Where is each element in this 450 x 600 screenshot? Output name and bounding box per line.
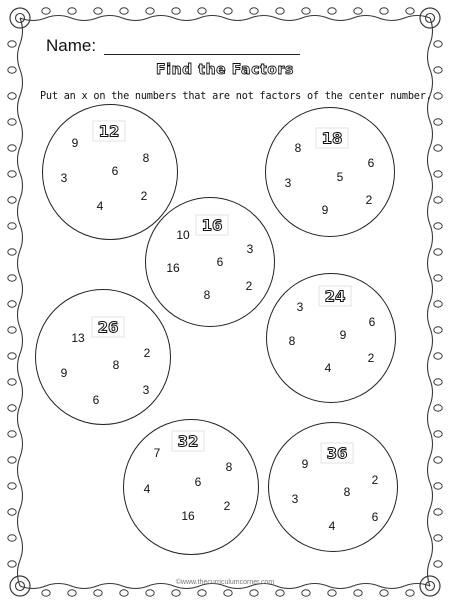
border-curl	[68, 8, 76, 14]
border-curl	[434, 535, 442, 541]
candidate-number[interactable]: 6	[368, 315, 376, 329]
border-curl	[42, 590, 50, 596]
border-curl	[434, 249, 442, 255]
candidate-number[interactable]: 13	[71, 331, 85, 345]
border-vine	[20, 16, 430, 21]
candidate-number[interactable]: 4	[96, 199, 104, 213]
candidate-number[interactable]: 9	[60, 366, 68, 380]
candidate-number[interactable]: 6	[216, 255, 224, 269]
border-curl	[8, 223, 16, 229]
border-curl	[434, 561, 442, 567]
copyright-footer: ©www.thecurriculumcorner.com	[175, 579, 275, 586]
border-curl	[406, 590, 414, 596]
border-curl	[198, 8, 206, 14]
candidate-number[interactable]: 8	[203, 288, 211, 302]
candidate-number[interactable]: 2	[371, 473, 379, 487]
candidate-number[interactable]: 9	[301, 457, 309, 471]
border-curl	[380, 590, 388, 596]
border-curl	[8, 327, 16, 333]
border-curl	[8, 145, 16, 151]
border-vine	[428, 18, 433, 586]
border-curl	[120, 590, 128, 596]
border-curl	[276, 590, 284, 596]
border-curl	[8, 197, 16, 203]
candidate-number[interactable]: 10	[176, 228, 190, 242]
candidate-number[interactable]: 6	[92, 393, 100, 407]
border-curl	[434, 119, 442, 125]
border-curl	[224, 590, 232, 596]
border-curl	[172, 8, 180, 14]
border-curl	[302, 590, 310, 596]
candidate-number[interactable]: 2	[245, 279, 253, 293]
border-curl	[94, 590, 102, 596]
candidate-number[interactable]: 3	[284, 176, 292, 190]
candidate-number[interactable]: 9	[339, 328, 347, 342]
candidate-number[interactable]: 7	[153, 446, 161, 460]
border-curl	[434, 405, 442, 411]
border-curl	[276, 8, 284, 14]
candidate-number[interactable]: 4	[143, 482, 151, 496]
candidate-number[interactable]: 3	[60, 171, 68, 185]
candidate-number[interactable]: 3	[246, 242, 254, 256]
center-number: 18	[316, 128, 349, 149]
border-curl	[434, 301, 442, 307]
candidate-number[interactable]: 3	[142, 383, 150, 397]
candidate-number[interactable]: 2	[365, 193, 373, 207]
border-curl	[434, 93, 442, 99]
candidate-number[interactable]: 6	[367, 156, 375, 170]
border-curl	[8, 301, 16, 307]
border-curl	[354, 8, 362, 14]
border-curl	[8, 171, 16, 177]
candidate-number[interactable]: 6	[371, 510, 379, 524]
candidate-number[interactable]: 4	[328, 519, 336, 533]
candidate-number[interactable]: 2	[223, 499, 231, 513]
candidate-number[interactable]: 6	[194, 475, 202, 489]
border-curl	[8, 379, 16, 385]
border-curl	[250, 590, 258, 596]
border-curl	[302, 8, 310, 14]
candidate-number[interactable]: 8	[294, 141, 302, 155]
center-number: 24	[319, 286, 352, 307]
border-curl	[406, 8, 414, 14]
candidate-number[interactable]: 4	[324, 361, 332, 375]
border-vine	[18, 18, 23, 586]
border-curl	[434, 223, 442, 229]
candidate-number[interactable]: 2	[140, 189, 148, 203]
border-curl	[434, 275, 442, 281]
factor-circle	[265, 107, 395, 237]
border-curl	[434, 379, 442, 385]
candidate-number[interactable]: 2	[143, 346, 151, 360]
center-number: 12	[93, 121, 126, 142]
border-curl	[8, 561, 16, 567]
border-curl	[8, 275, 16, 281]
border-curl	[146, 8, 154, 14]
border-curl	[8, 93, 16, 99]
border-curl	[94, 8, 102, 14]
border-curl	[434, 457, 442, 463]
border-curl	[8, 119, 16, 125]
center-number: 32	[172, 431, 205, 452]
border-curl	[328, 590, 336, 596]
center-number: 16	[196, 215, 229, 236]
candidate-number[interactable]: 8	[112, 358, 120, 372]
instructions: Put an x on the numbers that are not factors of the center number.	[40, 91, 432, 102]
border-curl	[198, 590, 206, 596]
border-curl	[8, 249, 16, 255]
border-curl	[434, 483, 442, 489]
candidate-number[interactable]: 3	[296, 300, 304, 314]
candidate-number[interactable]: 8	[343, 485, 351, 499]
border-curl	[434, 509, 442, 515]
candidate-number[interactable]: 2	[367, 351, 375, 365]
name-field[interactable]	[104, 54, 300, 55]
candidate-number[interactable]: 9	[71, 136, 79, 150]
center-number: 36	[321, 443, 354, 464]
border-curl	[224, 8, 232, 14]
candidate-number[interactable]: 3	[291, 492, 299, 506]
border-curl	[8, 509, 16, 515]
name-label: Name:	[46, 36, 97, 55]
border-curl	[8, 483, 16, 489]
candidate-number[interactable]: 8	[142, 151, 150, 165]
border-curl	[380, 8, 388, 14]
candidate-number[interactable]: 8	[225, 460, 233, 474]
candidate-number[interactable]: 16	[181, 509, 195, 523]
border-curl	[250, 8, 258, 14]
border-curl	[8, 431, 16, 437]
border-curl	[68, 590, 76, 596]
candidate-number[interactable]: 16	[166, 261, 180, 275]
border-curl	[434, 145, 442, 151]
border-curl	[434, 431, 442, 437]
border-curl	[172, 590, 180, 596]
border-curl	[42, 8, 50, 14]
border-curl	[354, 590, 362, 596]
candidate-number[interactable]: 6	[111, 164, 119, 178]
border-curl	[328, 8, 336, 14]
border-curl	[434, 353, 442, 359]
border-curl	[146, 590, 154, 596]
worksheet-title: Find the Factors	[156, 62, 294, 78]
border-curl	[8, 41, 16, 47]
center-number: 26	[92, 317, 125, 338]
border-curl	[434, 197, 442, 203]
border-curl	[8, 405, 16, 411]
border-curl	[434, 171, 442, 177]
border-curl	[434, 327, 442, 333]
candidate-number[interactable]: 5	[336, 170, 344, 184]
border-curl	[8, 535, 16, 541]
border-curl	[434, 41, 442, 47]
candidate-number[interactable]: 9	[321, 203, 329, 217]
border-curl	[8, 457, 16, 463]
border-curl	[8, 353, 16, 359]
border-curl	[120, 8, 128, 14]
candidate-number[interactable]: 8	[288, 334, 296, 348]
